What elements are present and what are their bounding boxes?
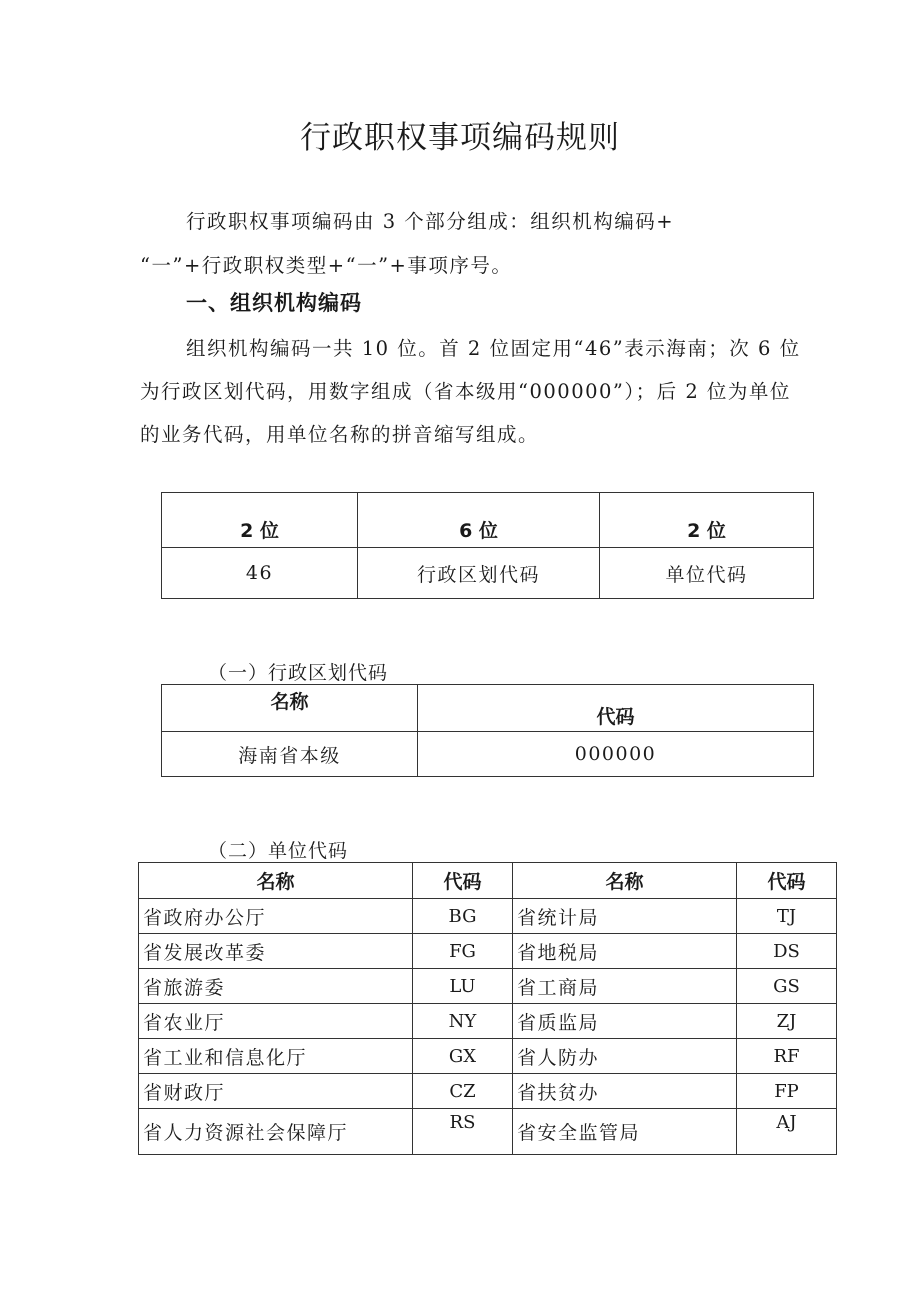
unit-code-cell: LU [413,969,513,1004]
table-cell: 海南省本级 [162,732,418,777]
unit-code-cell: AJ [737,1109,837,1155]
intro-paragraph-line-2: “一”+行政职权类型+“一”+事项序号。 [140,254,513,277]
section-paragraph-line-1: 组织机构编码一共 10 位。首 2 位固定用“46”表示海南；次 6 位 [186,337,801,360]
unit-code-cell: FG [413,934,513,969]
code-structure-table [161,492,814,599]
unit-name-cell: 省农业厅 [139,1004,413,1039]
header-cell: 名称 [162,685,418,732]
unit-name-cell: 省发展改革委 [139,934,413,969]
header-cell: 代码 [418,685,814,732]
unit-code-cell: DS [737,934,837,969]
section-paragraph-line-3: 的业务代码，用单位名称的拼音缩写组成。 [140,423,540,446]
unit-name-cell: 省安全监管局 [513,1109,737,1155]
unit-code-table [138,862,837,1155]
header-cell: 代码 [413,863,513,899]
section-paragraph-line-2: 为行政区划代码，用数字组成（省本级用“000000”）；后 2 位为单位 [140,380,791,403]
header-cell: 2 位 [162,493,358,548]
table-row [139,1109,837,1155]
table-row [139,1074,837,1109]
table-cell: 000000 [418,732,814,777]
header-cell: 代码 [737,863,837,899]
section-heading: 一、组织机构编码 [186,291,362,315]
table-row [139,934,837,969]
table-row [162,548,814,599]
unit-name-cell: 省质监局 [513,1004,737,1039]
unit-code-cell: BG [413,899,513,934]
table-row [162,732,814,777]
unit-code-cell: RS [413,1109,513,1155]
document-title: 行政职权事项编码规则 [300,120,620,156]
table-header-row [162,685,814,732]
table-row [139,969,837,1004]
unit-code-cell: RF [737,1039,837,1074]
unit-code-cell: GS [737,969,837,1004]
region-table-caption: （一）行政区划代码 [208,662,389,684]
intro-paragraph-line-1: 行政职权事项编码由 3 个部分组成：组织机构编码+ [186,210,675,233]
unit-name-cell: 省人力资源社会保障厅 [139,1109,413,1155]
table-cell: 单位代码 [600,548,814,599]
unit-name-cell: 省工商局 [513,969,737,1004]
unit-name-cell: 省工业和信息化厅 [139,1039,413,1074]
unit-code-cell: GX [413,1039,513,1074]
unit-code-cell: TJ [737,899,837,934]
unit-code-cell: NY [413,1004,513,1039]
header-cell: 名称 [139,863,413,899]
header-cell: 6 位 [358,493,600,548]
unit-name-cell: 省扶贫办 [513,1074,737,1109]
unit-code-cell: CZ [413,1074,513,1109]
unit-name-cell: 省人防办 [513,1039,737,1074]
table-header-row [139,863,837,899]
table-cell: 46 [162,548,358,599]
table-row [139,1004,837,1039]
table-cell: 行政区划代码 [358,548,600,599]
unit-name-cell: 省地税局 [513,934,737,969]
unit-table-caption: （二）单位代码 [208,840,349,862]
region-code-table [161,684,814,777]
table-row [139,1039,837,1074]
header-cell: 名称 [513,863,737,899]
table-row [139,899,837,934]
unit-name-cell: 省旅游委 [139,969,413,1004]
unit-name-cell: 省财政厅 [139,1074,413,1109]
unit-name-cell: 省统计局 [513,899,737,934]
unit-code-cell: FP [737,1074,837,1109]
unit-name-cell: 省政府办公厅 [139,899,413,934]
table-header-row [162,493,814,548]
header-cell: 2 位 [600,493,814,548]
unit-code-cell: ZJ [737,1004,837,1039]
